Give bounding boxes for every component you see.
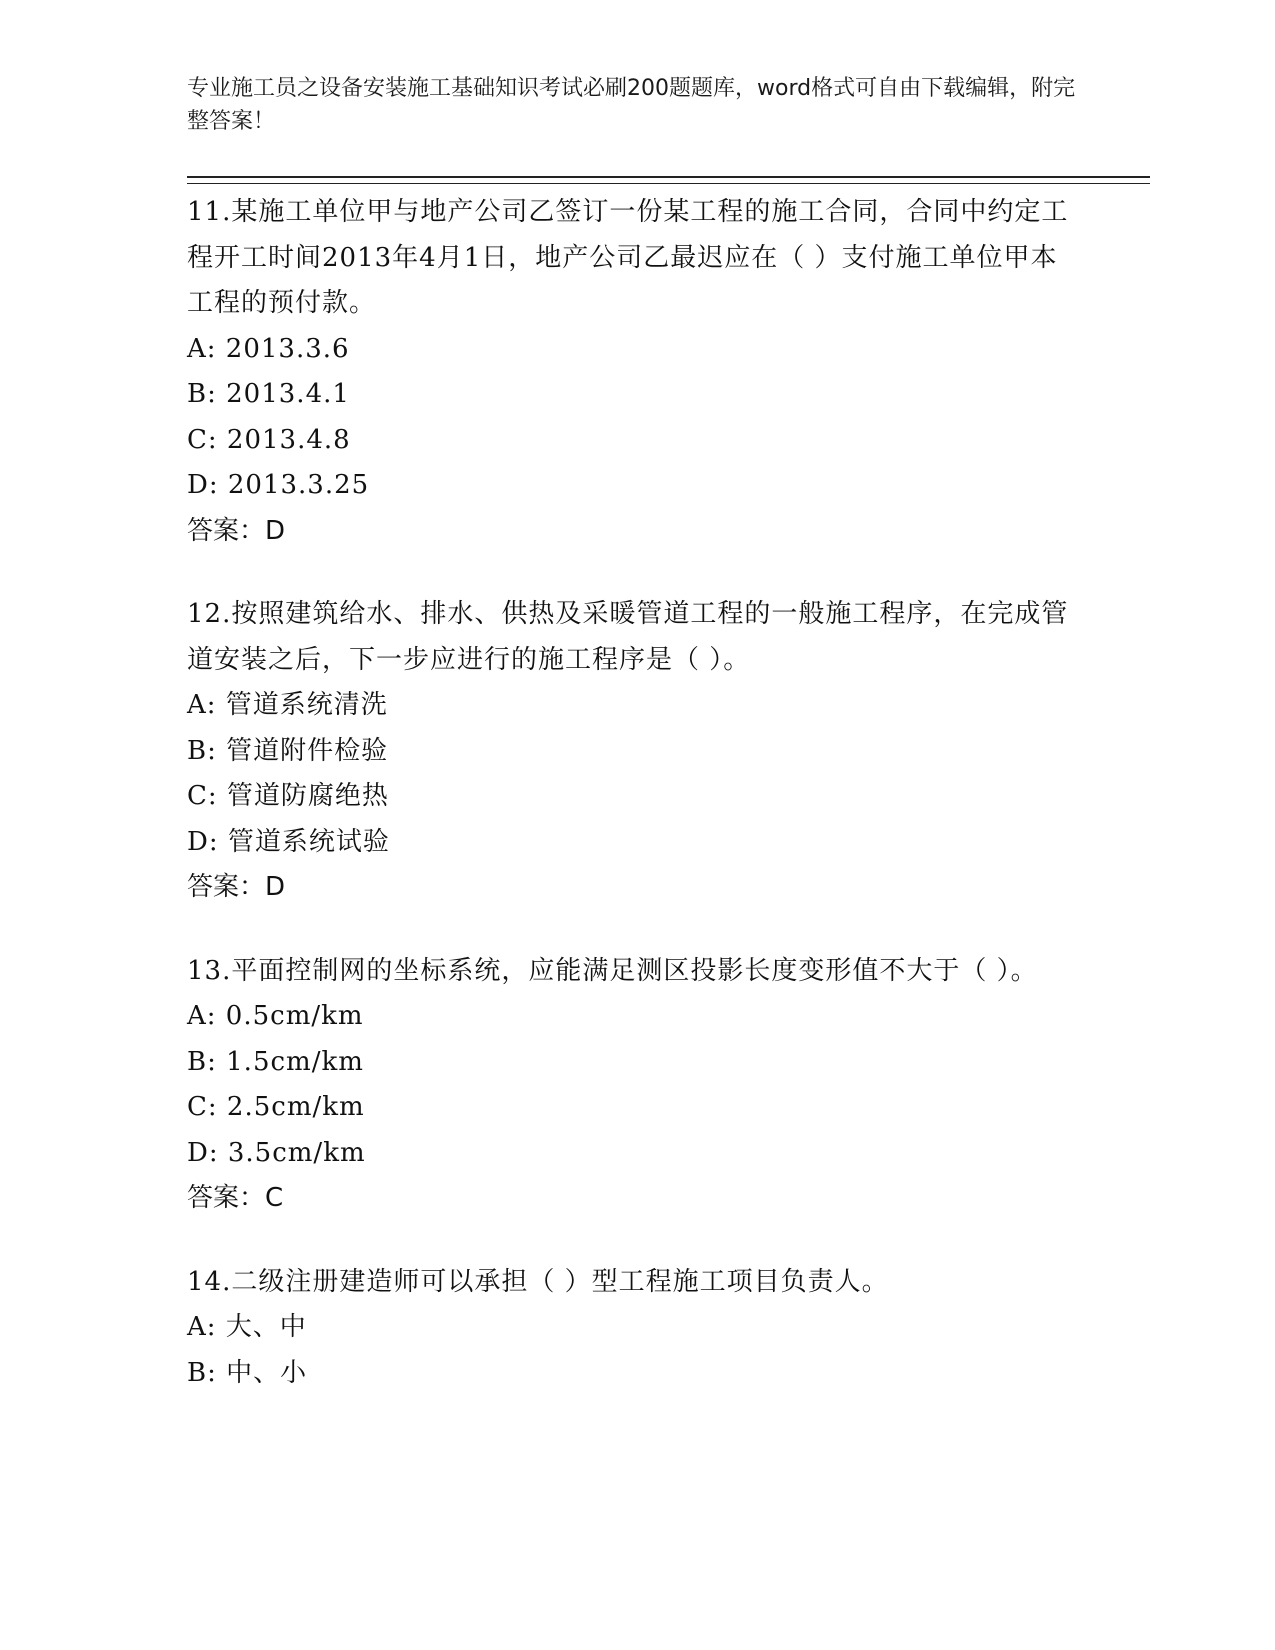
option-b: B: 中、小 (187, 1357, 308, 1388)
option-a: A: 2013.3.6 (187, 333, 350, 364)
header-divider-thick (187, 176, 1150, 178)
option-a: A: 大、中 (187, 1312, 307, 1342)
option-c: C: 2013.4.8 (187, 424, 351, 455)
answer-label: 答案：D (187, 515, 286, 546)
option-d: D: 3.5cm/km (187, 1137, 366, 1168)
question-text: 14.二级注册建造师可以承担（ ）型工程施工项目负责人。 (187, 1266, 889, 1297)
question-list (187, 190, 1077, 1434)
document-header: 专业施工员之设备安装施工基础知识考试必刷200题题库，word格式可自由下载编辑，附完整答案！ (187, 76, 1076, 134)
option-b: B: 管道附件检验 (187, 735, 389, 766)
answer-label: 答案：D (187, 872, 286, 902)
option-b: B: 1.5cm/km (187, 1046, 364, 1077)
question-13 (187, 949, 1077, 1222)
question-14 (187, 1260, 1077, 1397)
question-11 (187, 190, 1077, 554)
option-c: C: 管道防腐绝热 (187, 781, 389, 811)
question-text: 11.某施工单位甲与地产公司乙签订一份某工程的施工合同，合同中约定工程开工时间2013年4月1日，地产公司乙最迟应在（ ）支付施工单位甲本工程的预付款。 (187, 197, 1069, 318)
question-text: 13.平面控制网的坐标系统，应能满足测区投影长度变形值不大于（ ）。 (187, 955, 1038, 986)
option-d: D: 2013.3.25 (187, 470, 370, 500)
question-12 (187, 592, 1077, 911)
option-a: A: 0.5cm/km (187, 1001, 364, 1031)
option-d: D: 管道系统试验 (187, 826, 390, 857)
option-a: A: 管道系统清洗 (187, 690, 388, 720)
option-b: B: 2013.4.1 (187, 379, 350, 409)
option-c: C: 2.5cm/km (187, 1092, 365, 1122)
answer-label: 答案：C (187, 1183, 284, 1213)
header-divider-thin (187, 183, 1150, 184)
question-text: 12.按照建筑给水、排水、供热及采暖管道工程的一般施工程序，在完成管道安装之后，下一步应进行的施工程序是（ ）。 (187, 599, 1069, 675)
